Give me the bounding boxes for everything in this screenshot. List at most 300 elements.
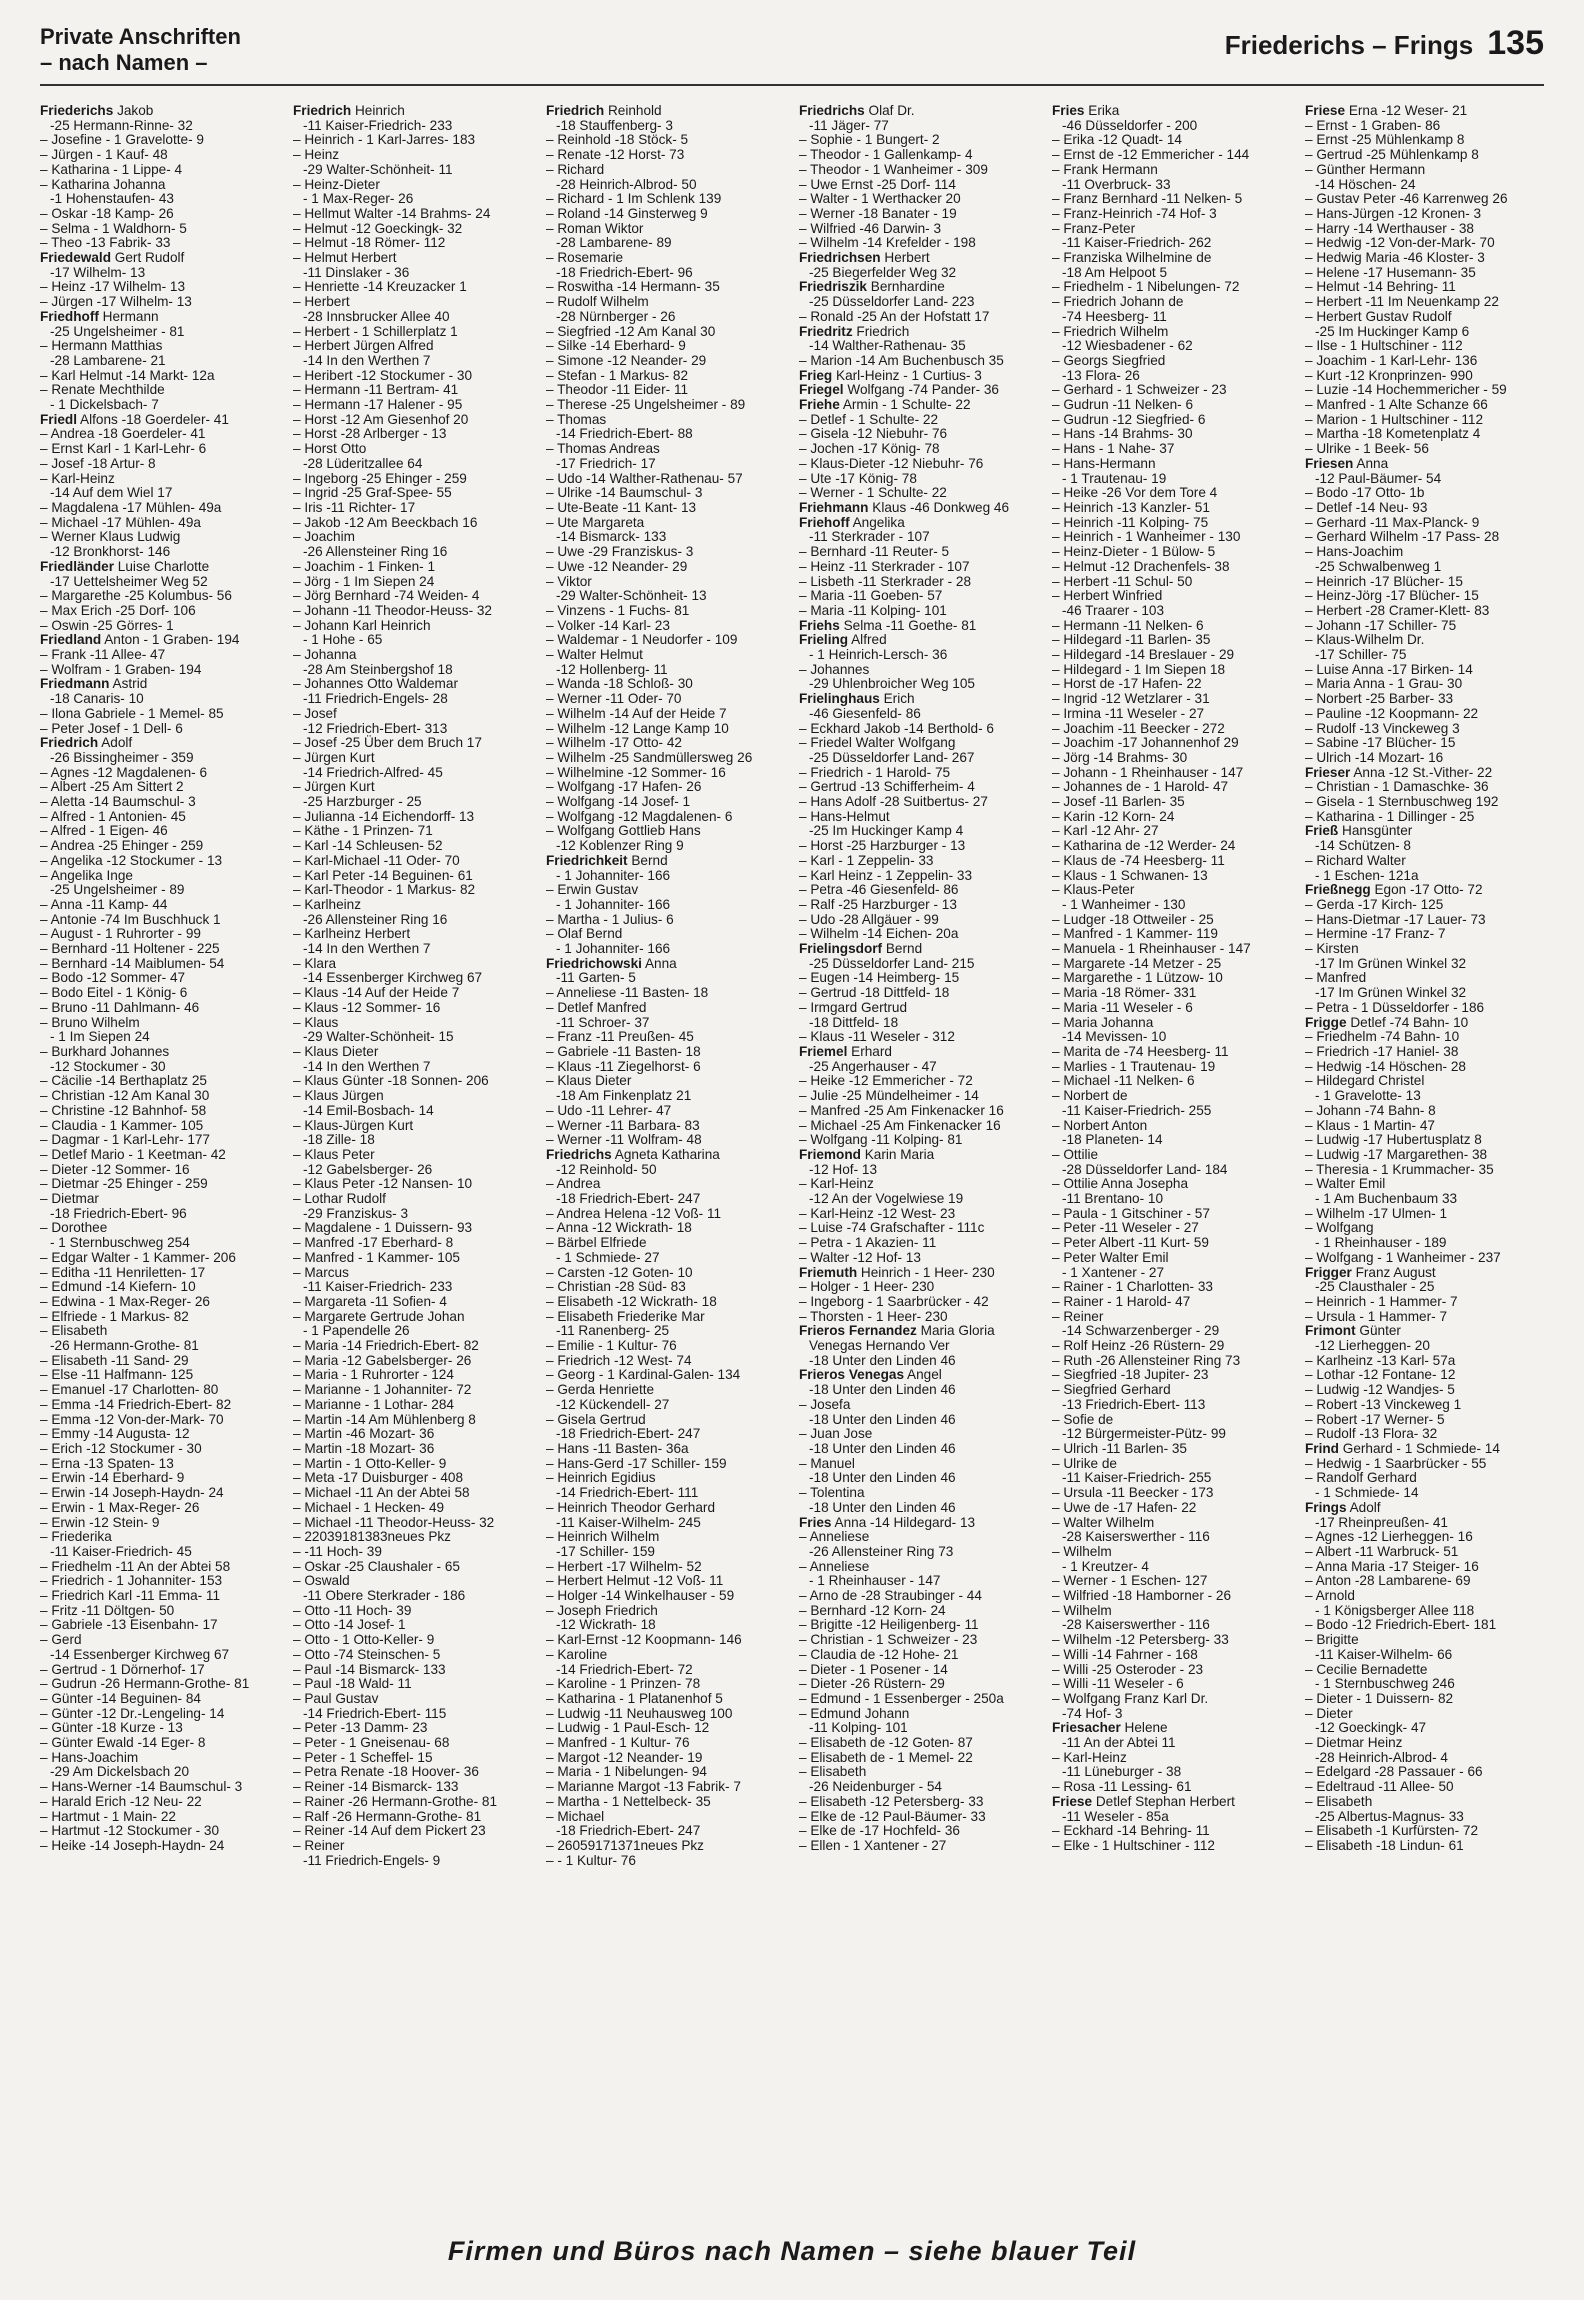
- directory-entry: – Werner Klaus Ludwig: [40, 529, 181, 545]
- directory-entry: – Horst -28 Arlberger - 13: [293, 426, 447, 442]
- directory-entry: – Ralf -25 Harzburger - 13: [799, 896, 957, 912]
- directory-entry: -28 Innsbrucker Allee 40: [303, 308, 450, 324]
- directory-entry: – Dieter - 1 Posener - 14: [799, 1661, 948, 1677]
- directory-entry: – Karoline: [546, 1646, 608, 1662]
- directory-entry: – Klaus -12 Sommer- 16: [293, 999, 441, 1015]
- directory-entry: [1052, 104, 1291, 119]
- directory-entry: – Rainer - 1 Harold- 47: [1052, 1293, 1191, 1309]
- directory-entry: – Olaf Bernd: [546, 926, 623, 942]
- directory-entry: -12 An der Vogelwiese 19: [809, 1191, 964, 1207]
- directory-entry: – Michael - 1 Hecken- 49: [293, 1499, 445, 1515]
- directory-entry: – Luzie -14 Hochemmericher - 59: [1305, 382, 1507, 398]
- directory-entry: – Edmund - 1 Essenberger - 250a: [799, 1690, 1004, 1706]
- directory-entry: -13 Flora- 26: [1062, 367, 1140, 383]
- entry-details: Franz August: [1351, 1264, 1436, 1280]
- directory-entry: – Bodo -12 Sommer- 47: [40, 970, 186, 986]
- directory-entry: – Günther Hermann: [1305, 161, 1426, 177]
- directory-entry: – Manfred - 1 Kultur- 76: [546, 1735, 690, 1751]
- entry-details: Luise Charlotte: [114, 558, 210, 574]
- directory-entry: – Theresia - 1 Krummacher- 35: [1305, 1161, 1494, 1177]
- directory-entry: – Theodor -11 Eider- 11: [546, 382, 689, 398]
- directory-entry: -25 Düsseldorfer Land- 223: [809, 294, 975, 310]
- directory-entry: – Theodor - 1 Wanheimer - 309: [799, 161, 988, 177]
- directory-entry: -18 Stauffenberg- 3: [556, 117, 673, 133]
- directory-entry: – Karlheinz: [293, 896, 362, 912]
- directory-entry: -46 Düsseldorfer - 200: [1062, 117, 1198, 133]
- directory-entry: – Gudrun -11 Nelken- 6: [1052, 397, 1194, 413]
- directory-entry: – Wolfgang -11 Kolping- 81: [799, 1132, 963, 1148]
- directory-entry: -25 Schwalbenweg 1: [1315, 558, 1442, 574]
- directory-entry: [1305, 457, 1544, 472]
- directory-entry: – Wolfgang: [1305, 1220, 1374, 1236]
- directory-entry: – Hellmut Walter -14 Brahms- 24: [293, 205, 491, 221]
- entry-details: Bernd: [882, 941, 923, 957]
- entry-details: Angelika: [849, 514, 905, 530]
- surname: Friederichs: [40, 104, 114, 118]
- directory-entry: – Aletta -14 Baumschul- 3: [40, 794, 196, 810]
- directory-entry: – Horst -12 Am Giesenhof 20: [293, 411, 469, 427]
- surname: Friedrich: [40, 735, 99, 751]
- directory-entry: – August - 1 Ruhrorter - 99: [40, 926, 201, 942]
- directory-entry: – Renate Mechthilde: [40, 382, 165, 398]
- directory-entry: – Ruth -26 Allensteiner Ring 73: [1052, 1352, 1241, 1368]
- directory-entry: – Gertrud -18 Dittfeld- 18: [799, 985, 950, 1001]
- directory-entry: – Uwe Ernst -25 Dorf- 114: [799, 176, 956, 192]
- directory-entry: – Burkhard Johannes: [40, 1044, 170, 1059]
- directory-entry: – Rudolf Wilhelm: [546, 294, 649, 310]
- directory-entry: -14 In den Werthen 7: [303, 941, 431, 957]
- directory-entry: -17 Wilhelm- 13: [50, 264, 146, 280]
- directory-entry: – Heinz-Jörg -17 Blücher- 15: [1305, 588, 1479, 604]
- directory-entry: – Ursula -11 Beecker - 173: [1052, 1485, 1214, 1501]
- directory-entry: [293, 104, 532, 119]
- directory-entry: [799, 1266, 1038, 1281]
- directory-entry: – Gustav Peter -46 Karrenweg 26: [1305, 191, 1508, 207]
- directory-entry: – Maria -11 Kolping- 101: [799, 602, 947, 618]
- directory-entry: – Herbert Jürgen Alfred: [293, 338, 434, 354]
- directory-entry: – Luise Anna -17 Birken- 14: [1305, 661, 1473, 677]
- directory-entry: – Gerd: [40, 1632, 82, 1648]
- directory-entry: – Walter Emil: [1305, 1176, 1386, 1192]
- directory-entry: – Hans-Dietmar -17 Lauer- 73: [1305, 911, 1486, 927]
- directory-entry: – Oskar -25 Claushaler - 65: [293, 1558, 460, 1574]
- directory-entry: – Simone -12 Neander- 29: [546, 352, 707, 368]
- directory-entry: – Karl - 1 Zeppelin- 33: [799, 852, 934, 868]
- directory-entry: [1052, 1721, 1291, 1736]
- directory-entry: -29 Walter-Schönheit- 11: [303, 161, 453, 177]
- entry-details: Heinrich - 1 Heer- 230: [857, 1264, 995, 1280]
- directory-entry: -29 Walter-Schönheit- 15: [303, 1029, 454, 1045]
- directory-entry: – Hans - 1 Nahe- 37: [1052, 441, 1175, 457]
- entry-details: Detlef -74 Bahn- 10: [1346, 1014, 1469, 1030]
- directory-entry: – Josef -11 Barlen- 35: [1052, 794, 1185, 810]
- directory-entry: – Friedrich Wilhelm: [1052, 323, 1169, 339]
- directory-entry: -14 Essenberger Kirchweg 67: [50, 1646, 230, 1662]
- directory-entry: – Friederika: [40, 1529, 112, 1545]
- directory-entry: [40, 736, 279, 751]
- directory-entry: [799, 501, 1038, 516]
- directory-entry: – Andrea: [546, 1176, 601, 1192]
- directory-entry: -14 Schützen- 8: [1315, 838, 1411, 854]
- directory-entry: – Walter -12 Hof- 13: [799, 1249, 921, 1265]
- directory-entry: – Friedhelm -11 An der Abtei 58: [40, 1558, 231, 1574]
- directory-entry: - 1 Kreutzer- 4: [1062, 1558, 1149, 1574]
- directory-entry: – Hans-Gerd -17 Schiller- 159: [546, 1455, 727, 1471]
- directory-entry: – Carsten -12 Goten- 10: [546, 1264, 693, 1280]
- directory-entry: – Dieter - 1 Duissern- 82: [1305, 1690, 1454, 1706]
- directory-entry: – Magdalena -17 Mühlen- 49a: [40, 499, 222, 515]
- directory-entry: – Klaus -14 Auf der Heide 7: [293, 985, 460, 1001]
- directory-entry: – Günter -18 Kurze - 13: [40, 1720, 183, 1736]
- directory-entry: – Heinrich Theodor Gerhard: [546, 1499, 716, 1515]
- directory-entry: – Wanda -18 Schloß- 30: [546, 676, 693, 692]
- surname: Frielinghaus: [799, 691, 880, 707]
- directory-entry: – Bodo Eitel - 1 König- 6: [40, 985, 188, 1001]
- directory-entry: – Ute -17 König- 78: [799, 470, 917, 486]
- directory-entry: – Iris -11 Richter- 17: [293, 499, 416, 515]
- directory-entry: – Karlheinz -13 Karl- 57a: [1305, 1352, 1456, 1368]
- entry-details: Adolf: [1346, 1499, 1381, 1515]
- directory-entry: – Hermann -11 Nelken- 6: [1052, 617, 1204, 633]
- entry-details: Erna -12 Weser- 21: [1345, 104, 1468, 118]
- directory-entry: – Friedrich - 1 Harold- 75: [799, 764, 951, 780]
- directory-entry: -18 Unter den Linden 46: [809, 1440, 956, 1456]
- directory-entry: – Bodo -12 Friedrich-Ebert- 181: [1305, 1617, 1497, 1633]
- directory-entry: -17 Friedrich- 17: [556, 455, 656, 471]
- directory-entry: – Martha -18 Kometenplatz 4: [1305, 426, 1481, 442]
- directory-entry: – Vinzens - 1 Fuchs- 81: [546, 602, 690, 618]
- directory-entry: – Ernst -25 Mühlenkamp 8: [1305, 132, 1465, 148]
- directory-column: [546, 104, 785, 2184]
- directory-entry: [799, 1368, 1038, 1383]
- surname: Friedland: [40, 632, 102, 648]
- directory-entry: – Ludwig - 1 Paul-Esch- 12: [546, 1720, 710, 1736]
- directory-entry: – Anton -28 Lambarene- 69: [1305, 1573, 1471, 1589]
- directory-entry: – Gertrud - 1 Dörnerhof- 17: [40, 1661, 205, 1677]
- directory-entry: -26 Allensteiner Ring 16: [303, 911, 448, 927]
- directory-entry: – Ilse - 1 Hultschiner - 112: [1305, 338, 1463, 354]
- directory-entry: – Gertrud -25 Mühlenkamp 8: [1305, 147, 1479, 163]
- directory-entry: – Wilhelm -12 Lange Kamp 10: [546, 720, 729, 736]
- directory-entry: – Albert -11 Warbruck- 51: [1305, 1543, 1459, 1559]
- directory-column: [40, 104, 279, 2184]
- entry-details: Friedrich: [852, 323, 910, 339]
- section-title-line1: Private Anschriften: [40, 24, 241, 49]
- directory-entry: – Holger - 1 Heer- 230: [799, 1279, 935, 1295]
- surname: Friese: [1052, 1793, 1093, 1809]
- directory-entry: – Josefine - 1 Gravelotte- 9: [40, 132, 204, 148]
- directory-entry: – Klaus Dieter: [293, 1044, 379, 1059]
- directory-entry: – Ottilie Anna Josepha: [1052, 1176, 1189, 1192]
- directory-entry: -11 Garten- 5: [556, 970, 636, 986]
- directory-entry: – Theo -13 Fabrik- 33: [40, 235, 171, 251]
- directory-entry: – Sabine -17 Blücher- 15: [1305, 735, 1456, 751]
- directory-entry: -12 Goeckingk- 47: [1315, 1720, 1427, 1736]
- directory-entry: -1 Hohenstaufen- 43: [50, 191, 174, 207]
- directory-entry: – Ursula - 1 Hammer- 7: [1305, 1308, 1448, 1324]
- entry-details: Astrid: [109, 676, 148, 692]
- surname: Frind: [1305, 1440, 1339, 1456]
- surname: Friese: [1305, 104, 1346, 118]
- directory-entry: – Wilhelm: [1052, 1543, 1112, 1559]
- directory-entry: – Emma -14 Friedrich-Ebert- 82: [40, 1396, 232, 1412]
- entry-details: Selma -11 Goethe- 81: [839, 617, 977, 633]
- directory-entry: – Harry -14 Werthauser - 38: [1305, 220, 1474, 236]
- directory-entry: – Heinz-Dieter: [293, 176, 380, 192]
- directory-entry: – Hans -11 Basten- 36a: [546, 1440, 689, 1456]
- directory-entry: [546, 1148, 785, 1163]
- directory-entry: – Jürgen Kurt: [293, 749, 375, 765]
- directory-entry: [1305, 883, 1544, 898]
- directory-entry: – Anna -12 Wickrath- 18: [546, 1220, 692, 1236]
- directory-entry: -29 Am Dickelsbach 20: [50, 1764, 190, 1780]
- directory-entry: – Claudia de -12 Hohe- 21: [799, 1646, 959, 1662]
- directory-entry: – Heinrich -17 Blücher- 15: [1305, 573, 1463, 589]
- directory-entry: – Oskar -18 Kamp- 26: [40, 205, 174, 221]
- directory-entry: – Ronald -25 An der Hofstatt 17: [799, 308, 990, 324]
- surname: Frieß: [1305, 823, 1339, 839]
- directory-entry: -28 Lüderitzallee 64: [303, 455, 423, 471]
- directory-entry: – Jörg -14 Brahms- 30: [1052, 749, 1188, 765]
- directory-entry: – Karlheinz Herbert: [293, 926, 411, 942]
- surname: Friedrichkeit: [546, 852, 628, 868]
- directory-entry: – Elisabeth -18 Lindun- 61: [1305, 1837, 1464, 1853]
- directory-entry: -11 Kaiser-Friedrich- 255: [1062, 1102, 1212, 1118]
- directory-entry: – Fritz -11 Döltgen- 50: [40, 1602, 175, 1618]
- directory-entry: – Karl-Theodor - 1 Markus- 82: [293, 882, 476, 898]
- directory-entry: -25 Ungelsheimer - 89: [50, 882, 185, 898]
- directory-entry: – Peter Albert -11 Kurt- 59: [1052, 1235, 1209, 1251]
- directory-entry: – Reinhold -18 Stöck- 5: [546, 132, 689, 148]
- directory-entry: – Werner -18 Banater - 19: [799, 205, 957, 221]
- directory-entry: – Herbert: [293, 294, 350, 310]
- directory-entry: – Wolfgang - 1 Wanheimer - 237: [1305, 1249, 1501, 1265]
- directory-entry: – Roland -14 Ginsterweg 9: [546, 205, 708, 221]
- entry-details: Angel: [904, 1367, 942, 1383]
- directory-entry: – Johann -74 Bahn- 8: [1305, 1102, 1436, 1118]
- directory-entry: – Franz -11 Preußen- 45: [546, 1029, 694, 1045]
- directory-entry: – Ludwig -11 Neuhausweg 100: [546, 1705, 733, 1721]
- directory-entry: -17 Im Grünen Winkel 32: [1315, 985, 1467, 1001]
- directory-entry: – Gabriele -13 Eisenbahn- 17: [40, 1617, 218, 1633]
- surname: Fries: [799, 1514, 832, 1530]
- directory-entry: -12 Stockumer - 30: [50, 1058, 166, 1074]
- directory-entry: – -11 Hoch- 39: [293, 1543, 382, 1559]
- entry-details: Alfred: [848, 632, 887, 648]
- directory-entry: [799, 1324, 1038, 1339]
- directory-entry: -25 Ungelsheimer - 81: [50, 323, 185, 339]
- section-title: [40, 24, 241, 76]
- directory-entry: – Friedrich Karl -11 Emma- 11: [40, 1588, 221, 1604]
- directory-entry: – Klaus -11 Weseler - 312: [799, 1029, 955, 1045]
- directory-entry: [40, 633, 279, 648]
- directory-entry: – Josef: [293, 705, 337, 721]
- directory-entry: -14 Friedrich-Ebert- 88: [556, 426, 693, 442]
- directory-entry: -26 Bissingheimer - 359: [50, 749, 194, 765]
- directory-entry: – Eckhard -14 Behring- 11: [1052, 1823, 1210, 1839]
- directory-entry: - 1 Heinrich-Lersch- 36: [809, 647, 948, 663]
- directory-entry: – Ludger -18 Ottweiler - 25: [1052, 911, 1214, 927]
- directory-entry: – Theodor - 1 Gallenkamp- 4: [799, 147, 973, 163]
- directory-entry: -28 Lambarene- 21: [50, 352, 166, 368]
- directory-entry: – Heinrich - 1 Karl-Jarres- 183: [293, 132, 476, 148]
- directory-entry: – Jakob -12 Am Beeckbach 16: [293, 514, 478, 530]
- directory-entry: – Georg - 1 Kardinal-Galen- 134: [546, 1367, 741, 1383]
- directory-entry: – Ulrike - 1 Beek- 56: [1305, 441, 1429, 457]
- directory-entry: – Wolfgang -12 Magdalenen- 6: [546, 808, 733, 824]
- directory-entry: – Elke de -12 Paul-Bäumer- 33: [799, 1808, 986, 1824]
- directory-entry: – Friedhelm -74 Bahn- 10: [1305, 1029, 1460, 1045]
- directory-entry: – Marion -14 Am Buchenbusch 35: [799, 352, 1004, 368]
- directory-entry: -11 Kaiser-Wilhelm- 66: [1315, 1646, 1453, 1662]
- directory-entry: -25 Harzburger - 25: [303, 794, 422, 810]
- directory-entry: - 1 Trautenau- 19: [1062, 470, 1167, 486]
- directory-entry: – Volker -14 Karl- 23: [546, 617, 670, 633]
- directory-entry: – Bernhard -11 Holtener - 225: [40, 941, 220, 957]
- directory-entry: - 1 Sternbuschweg 254: [50, 1235, 190, 1251]
- directory-entry: – Margarete Gertrude Johan: [293, 1308, 465, 1324]
- directory-entry: – Gudrun -12 Siegfried- 6: [1052, 411, 1206, 427]
- directory-entry: [40, 560, 279, 575]
- directory-entry: – Emma -12 Von-der-Mark- 70: [40, 1411, 224, 1427]
- entry-details: Anna: [641, 955, 677, 971]
- directory-entry: – Ilona Gabriele - 1 Memel- 85: [40, 705, 224, 721]
- directory-entry: – Lisbeth -11 Sterkrader - 28: [799, 573, 972, 589]
- surname: Frieling: [799, 632, 849, 648]
- directory-entry: -11 An der Abtei 11: [1062, 1735, 1176, 1751]
- directory-entry: – Klaus Jürgen: [293, 1088, 384, 1104]
- directory-entry: – Anna -11 Kamp- 44: [40, 896, 168, 912]
- directory-entry: -14 Walther-Rathenau- 35: [809, 338, 966, 354]
- surname: Frieg: [799, 367, 833, 383]
- directory-entry: – Renate -12 Horst- 73: [546, 147, 685, 163]
- directory-entry: -14 Mevissen- 10: [1062, 1029, 1167, 1045]
- directory-entry: – Horst Otto: [293, 441, 367, 457]
- directory-entry: – Johannes Otto Waldemar: [293, 676, 458, 692]
- directory-entry: [799, 516, 1038, 531]
- directory-entry: – Klaus-Dieter -12 Niebuhr- 76: [799, 455, 984, 471]
- directory-entry: -29 Walter-Schönheit- 13: [556, 588, 707, 604]
- directory-entry: – Margarethe - 1 Lützow- 10: [1052, 970, 1223, 986]
- directory-entry: – Max Erich -25 Dorf- 106: [40, 602, 196, 618]
- directory-entry: – Elisabeth -1 Kurfürsten- 72: [1305, 1823, 1479, 1839]
- directory-entry: – Friedrich -12 West- 74: [546, 1352, 692, 1368]
- directory-entry: – Maria Anna - 1 Grau- 30: [1305, 676, 1463, 692]
- directory-entry: – Klaus: [293, 1014, 339, 1030]
- directory-entry: – Peter Josef - 1 Dell- 6: [40, 720, 183, 736]
- directory-entry: – Robert -13 Vinckeweg 1: [1305, 1396, 1462, 1412]
- directory-entry: – Hans -14 Brahms- 30: [1052, 426, 1193, 442]
- directory-entry: [799, 280, 1038, 295]
- directory-entry: -25 Biegerfelder Weg 32: [809, 264, 957, 280]
- directory-entry: – Paula - 1 Gitschiner - 57: [1052, 1205, 1210, 1221]
- directory-entry: – Reiner -14 Bismarck- 133: [293, 1779, 459, 1795]
- directory-entry: – Wilfried -46 Darwin- 3: [799, 220, 942, 236]
- directory-entry: – Wilhelm -14 Eichen- 20a: [799, 926, 959, 942]
- directory-entry: – Heike -14 Joseph-Haydn- 24: [40, 1837, 225, 1853]
- directory-entry: – Herbert Helmut -12 Voß- 11: [546, 1573, 724, 1589]
- directory-entry: - 1 Königsberger Allee 118: [1315, 1602, 1475, 1618]
- surname: Frigger: [1305, 1264, 1352, 1280]
- directory-entry: – Eugen -14 Heimberg- 15: [799, 970, 960, 986]
- directory-entry: – Ulrich -14 Mozart- 16: [1305, 749, 1444, 765]
- directory-entry: – Maria Johanna: [1052, 1014, 1154, 1030]
- directory-entry: – Paul -14 Bismarck- 133: [293, 1661, 446, 1677]
- directory-entry: – Norbert de: [1052, 1088, 1128, 1104]
- directory-entry: -11 Kaiser-Friedrich- 233: [303, 117, 453, 133]
- directory-entry: -18 Planeten- 14: [1062, 1132, 1163, 1148]
- directory-entry: – Edmund -14 Kiefern- 10: [40, 1279, 196, 1295]
- directory-entry: – Friedhelm - 1 Nibelungen- 72: [1052, 279, 1240, 295]
- directory-entry: – Joachim -17 Johannenhof 29: [1052, 735, 1239, 751]
- directory-entry: – Frank -11 Allee- 47: [40, 647, 166, 663]
- directory-entry: – Bodo -17 Otto- 1b: [1305, 485, 1425, 501]
- directory-entry: – Günter -14 Beguinen- 84: [40, 1690, 201, 1706]
- entry-details: Erich: [879, 691, 915, 707]
- directory-entry: -25 Im Huckinger Kamp 6: [1315, 323, 1470, 339]
- directory-entry: – Peter - 1 Scheffel- 15: [293, 1749, 433, 1765]
- directory-entry: – Dieter -12 Sommer- 16: [40, 1161, 190, 1177]
- surname: Friedrichsen: [799, 250, 881, 266]
- directory-entry: – Eckhard Jakob -14 Berthold- 6: [799, 720, 994, 736]
- directory-entry: – Antonie -74 Im Buschhuck 1: [40, 911, 221, 927]
- directory-entry: – Editha -11 Henriletten- 17: [40, 1264, 206, 1280]
- directory-entry: – Karl-Heinz -12 West- 23: [799, 1205, 956, 1221]
- directory-entry: – Hans-Hermann: [1052, 455, 1156, 471]
- directory-entry: – Bärbel Elfriede: [546, 1235, 647, 1251]
- directory-entry: – Maria -11 Weseler - 6: [1052, 999, 1193, 1015]
- directory-entry: – Heike -26 Vor dem Tore 4: [1052, 485, 1218, 501]
- entry-details: Karin Maria: [860, 1146, 935, 1162]
- directory-entry: [546, 854, 785, 869]
- directory-entry: – Hans-Joachim: [1305, 544, 1404, 560]
- directory-entry: – Heinrich - 1 Hammer- 7: [1305, 1293, 1458, 1309]
- directory-entry: – Hans Adolf -28 Suitbertus- 27: [799, 794, 988, 810]
- directory-entry: -11 Lüneburger - 38: [1062, 1764, 1182, 1780]
- directory-entry: – Jochen -17 König- 78: [799, 441, 940, 457]
- directory-entry: – Robert -17 Werner- 5: [1305, 1411, 1445, 1427]
- directory-entry: – Agnes -12 Lierheggen- 16: [1305, 1529, 1473, 1545]
- directory-entry: – Michael -25 Am Finkenacker 16: [799, 1117, 1001, 1133]
- directory-entry: – 22039181383neues Pkz: [293, 1529, 451, 1545]
- directory-entry: – Ernst - 1 Graben- 86: [1305, 117, 1441, 133]
- directory-entry: – Christian -12 Am Kanal 30: [40, 1088, 210, 1104]
- directory-column: [293, 104, 532, 2184]
- directory-entry: -17 Schiller- 75: [1315, 647, 1407, 663]
- section-title-line2: – nach Namen –: [40, 50, 208, 75]
- directory-entry: – Jürgen Kurt: [293, 779, 375, 795]
- directory-entry: – Katharina de -12 Werder- 24: [1052, 838, 1236, 854]
- entry-details: Maria Gloria: [916, 1323, 995, 1339]
- directory-entry: – Petra -46 Giesenfeld- 86: [799, 882, 959, 898]
- directory-entry: – Günter Ewald -14 Eger- 8: [40, 1735, 206, 1751]
- directory-entry: – Lothar Rudolf: [293, 1191, 386, 1207]
- directory-entry: -28 Heinrich-Albrod- 50: [556, 176, 697, 192]
- directory-entry: - 1 Johanniter- 166: [556, 941, 671, 957]
- directory-entry: – Hildegard -14 Breslauer - 29: [1052, 647, 1235, 663]
- running-head: [1225, 24, 1544, 63]
- directory-entry: – Elisabeth de - 1 Memel- 22: [799, 1749, 973, 1765]
- entry-details: Anna -14 Hildegard- 13: [831, 1514, 976, 1530]
- directory-entry: – Manuel: [799, 1455, 855, 1471]
- directory-entry: – Erwin - 1 Max-Reger- 26: [40, 1499, 200, 1515]
- directory-entry: – Werner -11 Wolfram- 48: [546, 1132, 702, 1148]
- directory-entry: – Erich -12 Stockumer - 30: [40, 1440, 202, 1456]
- directory-entry: – Wolfgang Franz Karl Dr.: [1052, 1690, 1209, 1706]
- directory-entry: Venegas Hernando Ver: [809, 1338, 950, 1354]
- directory-entry: – Holger -14 Winkelhauser - 59: [546, 1588, 735, 1604]
- directory-entry: – Martin - 1 Otto-Keller- 9: [293, 1455, 447, 1471]
